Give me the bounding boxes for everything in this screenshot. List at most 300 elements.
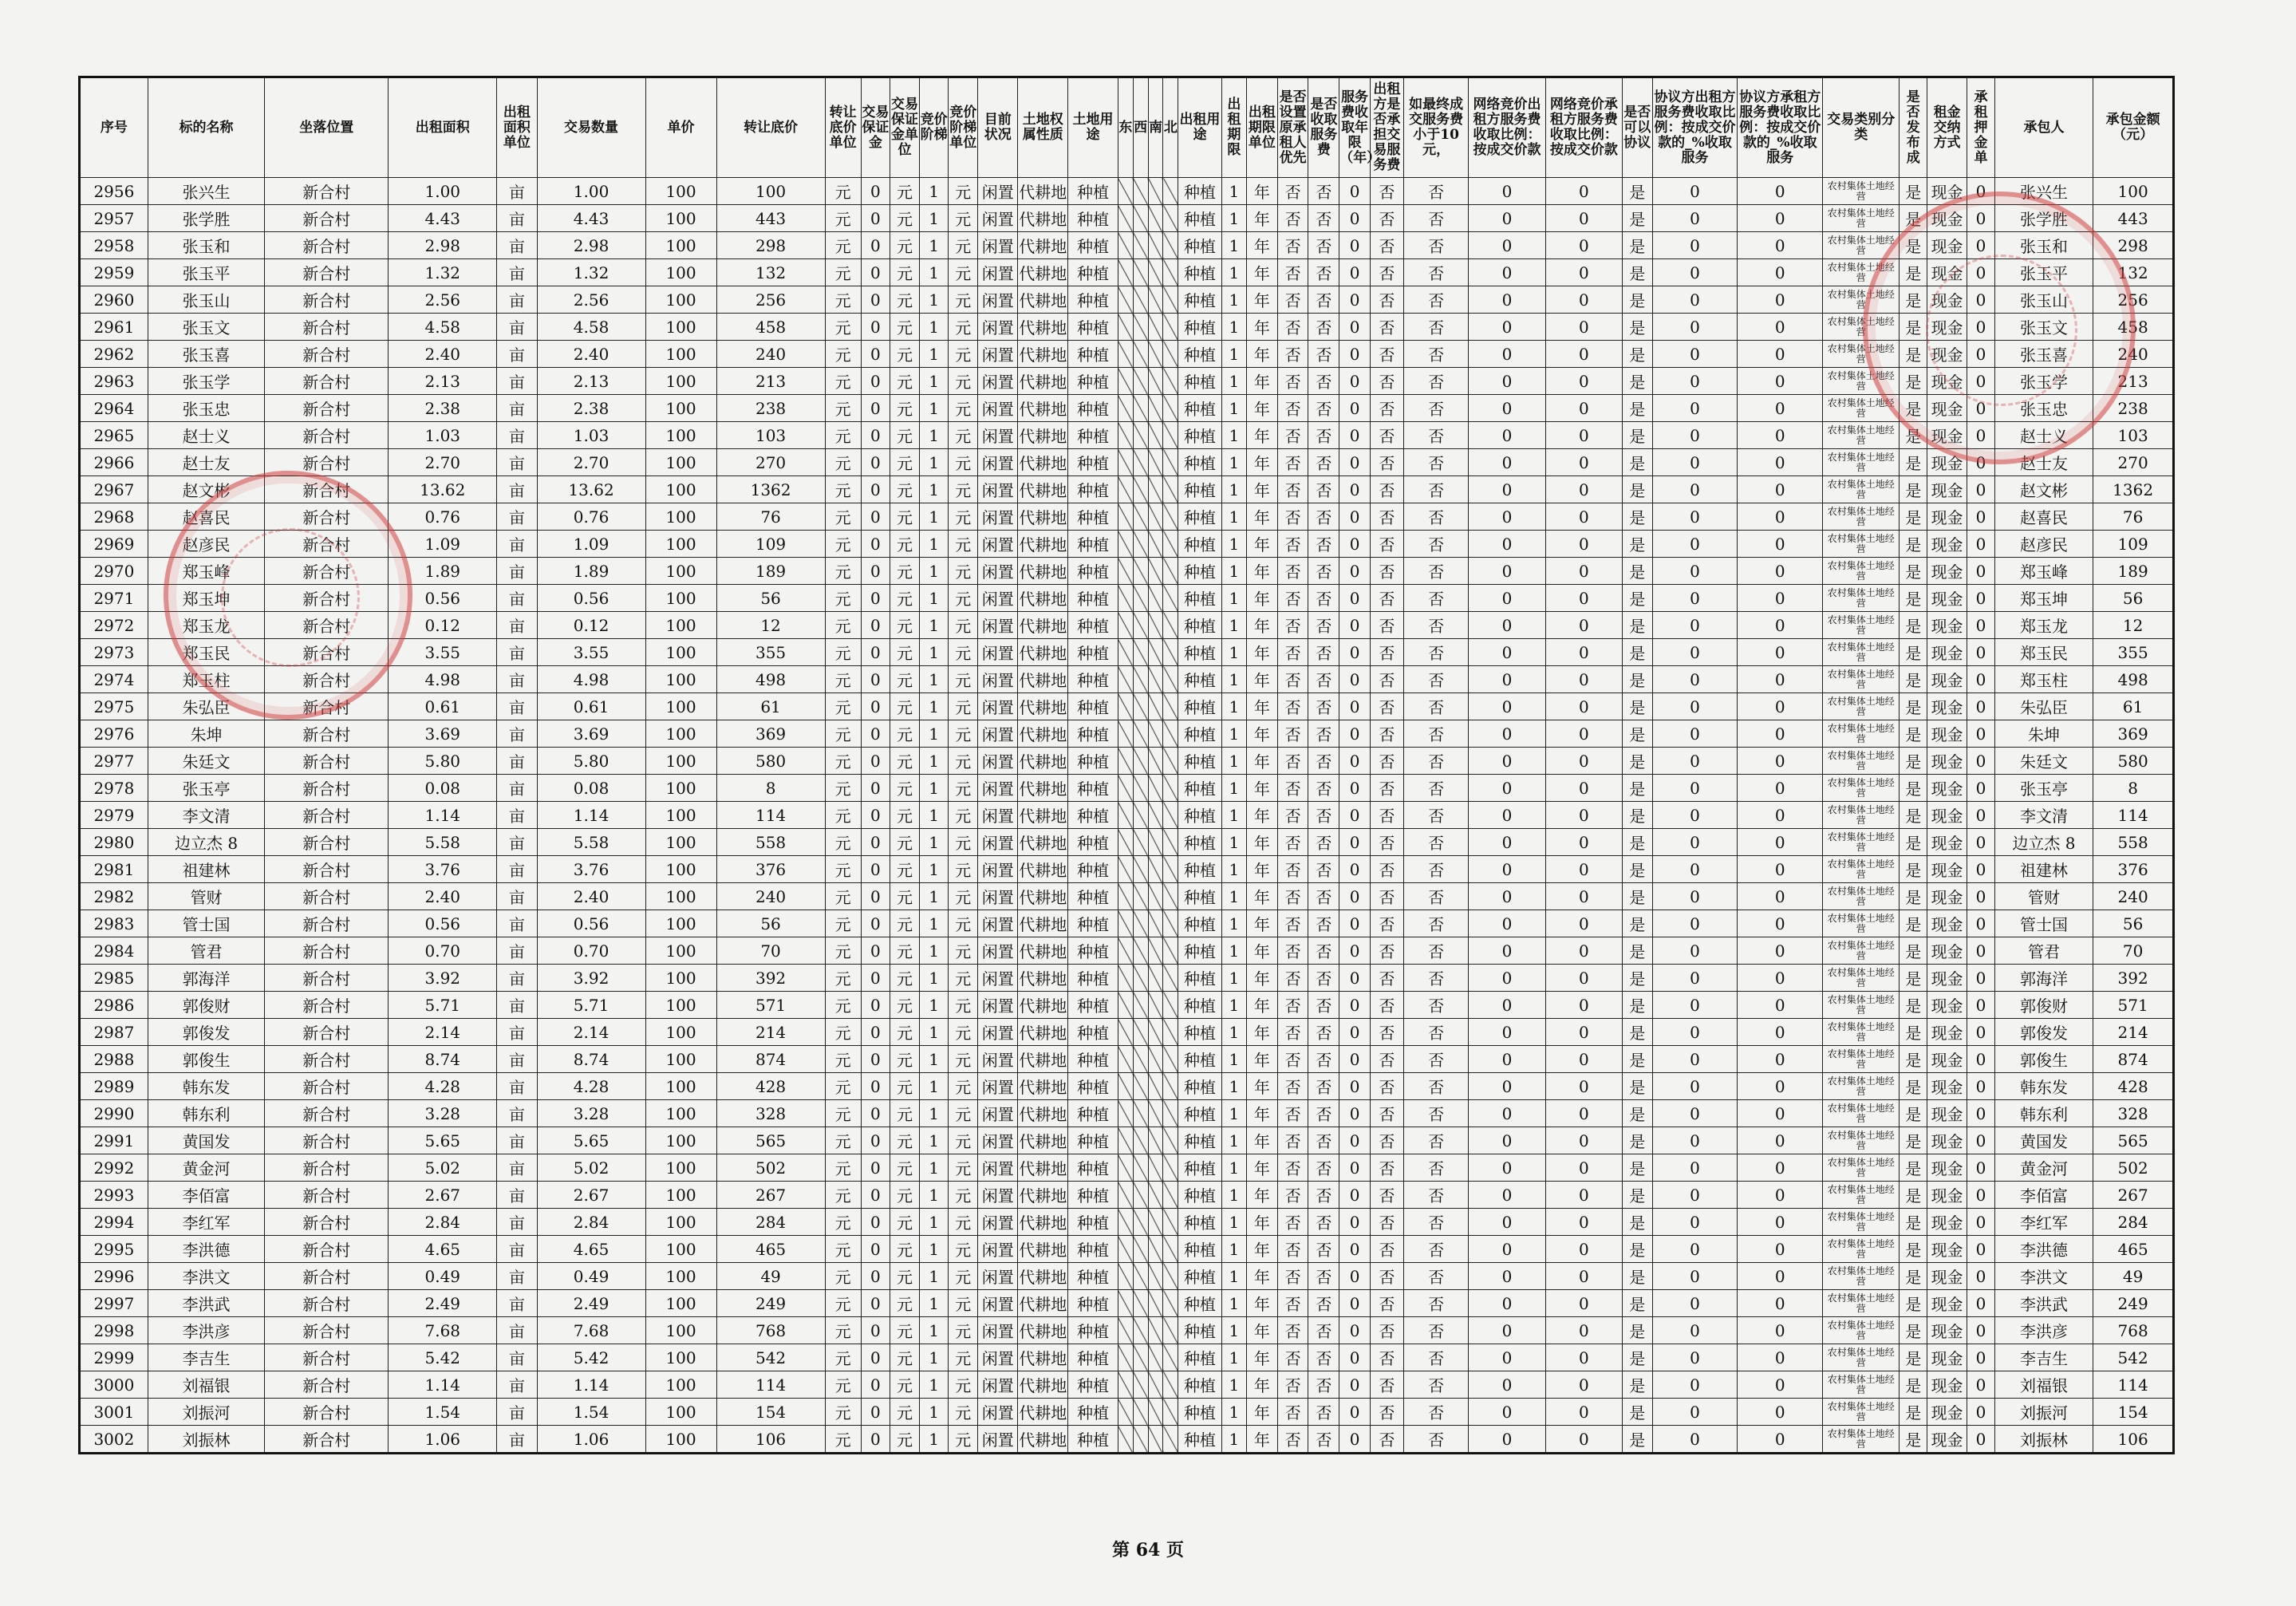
published-cell: 是 xyxy=(1900,422,1927,449)
priority-cell: 否 xyxy=(1277,910,1308,937)
lessor-fee-cell: 否 xyxy=(1370,1317,1403,1344)
bid-step-cell: 1 xyxy=(919,1236,949,1263)
seq-cell: 2959 xyxy=(80,259,148,286)
deposit-unit-cell: 元 xyxy=(890,1317,920,1344)
term-unit-cell: 年 xyxy=(1247,1263,1278,1290)
trade-class-cell: 农村集体土地经营 xyxy=(1823,1317,1900,1344)
status-cell: 闲置 xyxy=(978,965,1018,992)
online-lessee-ratio-cell: 0 xyxy=(1545,1046,1622,1073)
deposit-unit-cell: 元 xyxy=(890,666,920,693)
quantity-cell: 5.80 xyxy=(537,748,645,775)
term-unit-cell: 年 xyxy=(1247,937,1278,965)
column-header: 出租面积单位 xyxy=(497,77,537,178)
contract-amount-cell: 874 xyxy=(2093,1046,2174,1073)
agreement-lessor-ratio-cell: 0 xyxy=(1652,992,1738,1019)
min-fee-cell: 否 xyxy=(1403,1209,1469,1236)
negotiable-cell: 是 xyxy=(1622,476,1652,503)
location-cell: 新合村 xyxy=(265,1426,389,1454)
payment-method-cell: 现金 xyxy=(1927,422,1967,449)
east-cell xyxy=(1118,775,1133,802)
area-unit-cell: 亩 xyxy=(497,1236,537,1263)
payment-method-cell: 现金 xyxy=(1927,341,1967,368)
trade-class-cell: 农村集体土地经营 xyxy=(1823,531,1900,558)
ownership-cell: 代耕地 xyxy=(1018,286,1068,314)
ownership-cell: 代耕地 xyxy=(1018,720,1068,748)
contract-amount-cell: 189 xyxy=(2093,558,2174,585)
deposit-amount-cell: 0 xyxy=(1967,205,1995,232)
term-unit-cell: 年 xyxy=(1247,286,1278,314)
negotiable-cell: 是 xyxy=(1622,531,1652,558)
name-cell: 李洪武 xyxy=(148,1290,265,1317)
payment-method-cell: 现金 xyxy=(1927,503,1967,531)
min-fee-cell: 否 xyxy=(1403,422,1469,449)
online-lessee-ratio-cell: 0 xyxy=(1545,666,1622,693)
west-cell xyxy=(1133,368,1148,395)
reserve-price-cell: 214 xyxy=(716,1019,825,1046)
unit-price-cell: 100 xyxy=(645,612,716,639)
unit-price-cell: 100 xyxy=(645,802,716,829)
payment-method-cell: 现金 xyxy=(1927,286,1967,314)
table-row xyxy=(80,1371,2174,1399)
west-cell xyxy=(1133,1290,1148,1317)
south-cell xyxy=(1148,1317,1163,1344)
area-cell: 5.42 xyxy=(389,1344,497,1371)
fee-years-cell: 0 xyxy=(1339,558,1371,585)
agreement-lessor-ratio-cell: 0 xyxy=(1652,1344,1738,1371)
rent-use-cell: 种植 xyxy=(1178,476,1221,503)
price-unit-cell: 元 xyxy=(825,1127,861,1154)
west-cell xyxy=(1133,1073,1148,1100)
bid-step-unit-cell: 元 xyxy=(949,178,978,205)
fee-years-cell: 0 xyxy=(1339,1290,1371,1317)
table-row xyxy=(80,558,2174,585)
lessor-fee-cell: 否 xyxy=(1370,1399,1403,1426)
status-cell: 闲置 xyxy=(978,1236,1018,1263)
seq-cell: 2993 xyxy=(80,1182,148,1209)
land-use-cell: 种植 xyxy=(1068,178,1118,205)
bid-step-unit-cell: 元 xyxy=(949,748,978,775)
rent-use-cell: 种植 xyxy=(1178,693,1221,720)
west-cell xyxy=(1133,748,1148,775)
contractor-cell: 李洪彦 xyxy=(1994,1317,2093,1344)
status-cell: 闲置 xyxy=(978,178,1018,205)
seq-cell: 2990 xyxy=(80,1100,148,1127)
deposit-amount-cell: 0 xyxy=(1967,965,1995,992)
table-row xyxy=(80,1399,2174,1426)
west-cell xyxy=(1133,286,1148,314)
priority-cell: 否 xyxy=(1277,1100,1308,1127)
lessor-fee-cell: 否 xyxy=(1370,1371,1403,1399)
area-unit-cell: 亩 xyxy=(497,666,537,693)
agreement-lessor-ratio-cell: 0 xyxy=(1652,286,1738,314)
contractor-cell: 赵士友 xyxy=(1994,449,2093,476)
fee-charged-cell: 否 xyxy=(1308,1182,1339,1209)
min-fee-cell: 否 xyxy=(1403,1371,1469,1399)
term-unit-cell: 年 xyxy=(1247,341,1278,368)
quantity-cell: 0.08 xyxy=(537,775,645,802)
rent-use-cell: 种植 xyxy=(1178,1317,1221,1344)
deposit-cell: 0 xyxy=(861,1100,890,1127)
south-cell xyxy=(1148,1019,1163,1046)
seq-cell: 2956 xyxy=(80,178,148,205)
deposit-cell: 0 xyxy=(861,232,890,259)
online-lessor-ratio-cell: 0 xyxy=(1469,720,1545,748)
status-cell: 闲置 xyxy=(978,720,1018,748)
unit-price-cell: 100 xyxy=(645,422,716,449)
quantity-cell: 2.67 xyxy=(537,1182,645,1209)
agreement-lessor-ratio-cell: 0 xyxy=(1652,205,1738,232)
deposit-cell: 0 xyxy=(861,422,890,449)
table-row xyxy=(80,422,2174,449)
deposit-cell: 0 xyxy=(861,937,890,965)
priority-cell: 否 xyxy=(1277,585,1308,612)
table-row xyxy=(80,1290,2174,1317)
bid-step-cell: 1 xyxy=(919,1290,949,1317)
ownership-cell: 代耕地 xyxy=(1018,1182,1068,1209)
deposit-unit-cell: 元 xyxy=(890,558,920,585)
bid-step-cell: 1 xyxy=(919,232,949,259)
term-cell: 1 xyxy=(1221,1426,1246,1454)
payment-method-cell: 现金 xyxy=(1927,1209,1967,1236)
unit-price-cell: 100 xyxy=(645,395,716,422)
land-use-cell: 种植 xyxy=(1068,395,1118,422)
deposit-amount-cell: 0 xyxy=(1967,612,1995,639)
area-unit-cell: 亩 xyxy=(497,1073,537,1100)
negotiable-cell: 是 xyxy=(1622,341,1652,368)
fee-charged-cell: 否 xyxy=(1308,1236,1339,1263)
lessor-fee-cell: 否 xyxy=(1370,422,1403,449)
contract-amount-cell: 768 xyxy=(2093,1317,2174,1344)
contractor-cell: 边立杰 8 xyxy=(1994,829,2093,856)
table-row xyxy=(80,178,2174,205)
lessor-fee-cell: 否 xyxy=(1370,775,1403,802)
fee-charged-cell: 否 xyxy=(1308,1344,1339,1371)
online-lessor-ratio-cell: 0 xyxy=(1469,612,1545,639)
area-cell: 3.76 xyxy=(389,856,497,883)
agreement-lessor-ratio-cell: 0 xyxy=(1652,422,1738,449)
location-cell: 新合村 xyxy=(265,558,389,585)
seq-cell: 2961 xyxy=(80,314,148,341)
published-cell: 是 xyxy=(1900,748,1927,775)
ownership-cell: 代耕地 xyxy=(1018,558,1068,585)
west-cell xyxy=(1133,693,1148,720)
deposit-cell: 0 xyxy=(861,856,890,883)
contractor-cell: 朱廷文 xyxy=(1994,748,2093,775)
term-cell: 1 xyxy=(1221,1182,1246,1209)
published-cell: 是 xyxy=(1900,856,1927,883)
east-cell xyxy=(1118,585,1133,612)
priority-cell: 否 xyxy=(1277,1371,1308,1399)
online-lessor-ratio-cell: 0 xyxy=(1469,1019,1545,1046)
online-lessor-ratio-cell: 0 xyxy=(1469,1371,1545,1399)
unit-price-cell: 100 xyxy=(645,1019,716,1046)
deposit-unit-cell: 元 xyxy=(890,1046,920,1073)
contract-amount-cell: 267 xyxy=(2093,1182,2174,1209)
status-cell: 闲置 xyxy=(978,775,1018,802)
bid-step-unit-cell: 元 xyxy=(949,1100,978,1127)
bid-step-unit-cell: 元 xyxy=(949,585,978,612)
fee-charged-cell: 否 xyxy=(1308,395,1339,422)
west-cell xyxy=(1133,1182,1148,1209)
lessor-fee-cell: 否 xyxy=(1370,666,1403,693)
payment-method-cell: 现金 xyxy=(1927,1290,1967,1317)
lessor-fee-cell: 否 xyxy=(1370,965,1403,992)
quantity-cell: 4.58 xyxy=(537,314,645,341)
deposit-amount-cell: 0 xyxy=(1967,1046,1995,1073)
area-cell: 0.56 xyxy=(389,585,497,612)
seq-cell: 2984 xyxy=(80,937,148,965)
contractor-cell: 张玉喜 xyxy=(1994,341,2093,368)
deposit-unit-cell: 元 xyxy=(890,748,920,775)
name-cell: 张玉和 xyxy=(148,232,265,259)
west-cell xyxy=(1133,1263,1148,1290)
table-row xyxy=(80,1236,2174,1263)
name-cell: 赵文彬 xyxy=(148,476,265,503)
location-cell: 新合村 xyxy=(265,883,389,910)
negotiable-cell: 是 xyxy=(1622,965,1652,992)
west-cell xyxy=(1133,883,1148,910)
term-cell: 1 xyxy=(1221,612,1246,639)
contract-amount-cell: 132 xyxy=(2093,259,2174,286)
west-cell xyxy=(1133,1100,1148,1127)
deposit-cell: 0 xyxy=(861,1399,890,1426)
agreement-lessor-ratio-cell: 0 xyxy=(1652,232,1738,259)
online-lessor-ratio-cell: 0 xyxy=(1469,1317,1545,1344)
bid-step-cell: 1 xyxy=(919,1073,949,1100)
ownership-cell: 代耕地 xyxy=(1018,639,1068,666)
negotiable-cell: 是 xyxy=(1622,259,1652,286)
deposit-cell: 0 xyxy=(861,368,890,395)
deposit-cell: 0 xyxy=(861,965,890,992)
deposit-unit-cell: 元 xyxy=(890,883,920,910)
status-cell: 闲置 xyxy=(978,937,1018,965)
column-header: 交易保证金 xyxy=(861,77,890,178)
negotiable-cell: 是 xyxy=(1622,286,1652,314)
fee-years-cell: 0 xyxy=(1339,1073,1371,1100)
price-unit-cell: 元 xyxy=(825,666,861,693)
online-lessor-ratio-cell: 0 xyxy=(1469,259,1545,286)
deposit-cell: 0 xyxy=(861,1019,890,1046)
deposit-amount-cell: 0 xyxy=(1967,1154,1995,1182)
term-unit-cell: 年 xyxy=(1247,693,1278,720)
payment-method-cell: 现金 xyxy=(1927,1371,1967,1399)
payment-method-cell: 现金 xyxy=(1927,1046,1967,1073)
fee-years-cell: 0 xyxy=(1339,205,1371,232)
online-lessor-ratio-cell: 0 xyxy=(1469,1209,1545,1236)
agreement-lessee-ratio-cell: 0 xyxy=(1738,693,1823,720)
deposit-cell: 0 xyxy=(861,314,890,341)
bid-step-cell: 1 xyxy=(919,476,949,503)
quantity-cell: 2.38 xyxy=(537,395,645,422)
status-cell: 闲置 xyxy=(978,1019,1018,1046)
ownership-cell: 代耕地 xyxy=(1018,314,1068,341)
published-cell: 是 xyxy=(1900,802,1927,829)
rent-use-cell: 种植 xyxy=(1178,585,1221,612)
reserve-price-cell: 256 xyxy=(716,286,825,314)
table-row xyxy=(80,748,2174,775)
term-cell: 1 xyxy=(1221,856,1246,883)
area-cell: 13.62 xyxy=(389,476,497,503)
payment-method-cell: 现金 xyxy=(1927,476,1967,503)
fee-years-cell: 0 xyxy=(1339,585,1371,612)
term-cell: 1 xyxy=(1221,829,1246,856)
lessor-fee-cell: 否 xyxy=(1370,802,1403,829)
payment-method-cell: 现金 xyxy=(1927,1073,1967,1100)
contractor-cell: 赵喜民 xyxy=(1994,503,2093,531)
online-lessee-ratio-cell: 0 xyxy=(1545,1371,1622,1399)
online-lessee-ratio-cell: 0 xyxy=(1545,775,1622,802)
online-lessor-ratio-cell: 0 xyxy=(1469,1100,1545,1127)
north-cell xyxy=(1163,1290,1178,1317)
rent-use-cell: 种植 xyxy=(1178,748,1221,775)
fee-charged-cell: 否 xyxy=(1308,965,1339,992)
deposit-amount-cell: 0 xyxy=(1967,720,1995,748)
column-header: 出租用途 xyxy=(1178,77,1221,178)
term-cell: 1 xyxy=(1221,666,1246,693)
deposit-unit-cell: 元 xyxy=(890,612,920,639)
north-cell xyxy=(1163,910,1178,937)
unit-price-cell: 100 xyxy=(645,531,716,558)
deposit-unit-cell: 元 xyxy=(890,1344,920,1371)
agreement-lessor-ratio-cell: 0 xyxy=(1652,1236,1738,1263)
north-cell xyxy=(1163,802,1178,829)
quantity-cell: 1.06 xyxy=(537,1426,645,1454)
east-cell xyxy=(1118,1399,1133,1426)
name-cell: 赵士义 xyxy=(148,422,265,449)
price-unit-cell: 元 xyxy=(825,1344,861,1371)
price-unit-cell: 元 xyxy=(825,1263,861,1290)
contractor-cell: 赵彦民 xyxy=(1994,531,2093,558)
west-cell xyxy=(1133,395,1148,422)
west-cell xyxy=(1133,314,1148,341)
negotiable-cell: 是 xyxy=(1622,1236,1652,1263)
north-cell xyxy=(1163,1344,1178,1371)
east-cell xyxy=(1118,449,1133,476)
online-lessor-ratio-cell: 0 xyxy=(1469,1154,1545,1182)
name-cell: 边立杰 8 xyxy=(148,829,265,856)
fee-years-cell: 0 xyxy=(1339,341,1371,368)
price-unit-cell: 元 xyxy=(825,910,861,937)
payment-method-cell: 现金 xyxy=(1927,232,1967,259)
lessor-fee-cell: 否 xyxy=(1370,531,1403,558)
fee-charged-cell: 否 xyxy=(1308,937,1339,965)
name-cell: 朱廷文 xyxy=(148,748,265,775)
lessor-fee-cell: 否 xyxy=(1370,585,1403,612)
ownership-cell: 代耕地 xyxy=(1018,775,1068,802)
deposit-amount-cell: 0 xyxy=(1967,775,1995,802)
term-unit-cell: 年 xyxy=(1247,178,1278,205)
west-cell xyxy=(1133,1399,1148,1426)
deposit-cell: 0 xyxy=(861,558,890,585)
land-use-cell: 种植 xyxy=(1068,802,1118,829)
min-fee-cell: 否 xyxy=(1403,639,1469,666)
contract-amount-cell: 1362 xyxy=(2093,476,2174,503)
seq-cell: 2960 xyxy=(80,286,148,314)
agreement-lessee-ratio-cell: 0 xyxy=(1738,286,1823,314)
seq-cell: 2958 xyxy=(80,232,148,259)
reserve-price-cell: 103 xyxy=(716,422,825,449)
area-cell: 4.65 xyxy=(389,1236,497,1263)
area-unit-cell: 亩 xyxy=(497,612,537,639)
fee-years-cell: 0 xyxy=(1339,1127,1371,1154)
unit-price-cell: 100 xyxy=(645,693,716,720)
term-cell: 1 xyxy=(1221,1371,1246,1399)
online-lessee-ratio-cell: 0 xyxy=(1545,1263,1622,1290)
bid-step-unit-cell: 元 xyxy=(949,937,978,965)
location-cell: 新合村 xyxy=(265,1399,389,1426)
deposit-unit-cell: 元 xyxy=(890,476,920,503)
fee-charged-cell: 否 xyxy=(1308,1426,1339,1454)
contractor-cell: 朱弘臣 xyxy=(1994,693,2093,720)
agreement-lessee-ratio-cell: 0 xyxy=(1738,368,1823,395)
land-use-cell: 种植 xyxy=(1068,965,1118,992)
west-cell xyxy=(1133,910,1148,937)
bid-step-cell: 1 xyxy=(919,775,949,802)
south-cell xyxy=(1148,720,1163,748)
online-lessee-ratio-cell: 0 xyxy=(1545,1127,1622,1154)
price-unit-cell: 元 xyxy=(825,503,861,531)
term-cell: 1 xyxy=(1221,1290,1246,1317)
agreement-lessor-ratio-cell: 0 xyxy=(1652,531,1738,558)
contract-amount-cell: 428 xyxy=(2093,1073,2174,1100)
header-row xyxy=(80,77,2174,178)
price-unit-cell: 元 xyxy=(825,1236,861,1263)
bid-step-cell: 1 xyxy=(919,205,949,232)
east-cell xyxy=(1118,693,1133,720)
south-cell xyxy=(1148,775,1163,802)
lessor-fee-cell: 否 xyxy=(1370,558,1403,585)
rent-use-cell: 种植 xyxy=(1178,1344,1221,1371)
deposit-unit-cell: 元 xyxy=(890,503,920,531)
price-unit-cell: 元 xyxy=(825,531,861,558)
west-cell xyxy=(1133,937,1148,965)
north-cell xyxy=(1163,748,1178,775)
east-cell xyxy=(1118,1127,1133,1154)
quantity-cell: 7.68 xyxy=(537,1317,645,1344)
agreement-lessee-ratio-cell: 0 xyxy=(1738,937,1823,965)
area-cell: 4.28 xyxy=(389,1073,497,1100)
fee-charged-cell: 否 xyxy=(1308,1046,1339,1073)
deposit-unit-cell: 元 xyxy=(890,910,920,937)
east-cell xyxy=(1118,314,1133,341)
area-cell: 0.61 xyxy=(389,693,497,720)
land-use-cell: 种植 xyxy=(1068,1100,1118,1127)
east-cell xyxy=(1118,503,1133,531)
online-lessee-ratio-cell: 0 xyxy=(1545,1019,1622,1046)
term-cell: 1 xyxy=(1221,937,1246,965)
deposit-unit-cell: 元 xyxy=(890,1127,920,1154)
rent-use-cell: 种植 xyxy=(1178,1263,1221,1290)
ownership-cell: 代耕地 xyxy=(1018,531,1068,558)
fee-charged-cell: 否 xyxy=(1308,476,1339,503)
name-cell: 朱坤 xyxy=(148,720,265,748)
area-cell: 8.74 xyxy=(389,1046,497,1073)
online-lessee-ratio-cell: 0 xyxy=(1545,368,1622,395)
trade-class-cell: 农村集体土地经营 xyxy=(1823,286,1900,314)
price-unit-cell: 元 xyxy=(825,1100,861,1127)
unit-price-cell: 100 xyxy=(645,1046,716,1073)
negotiable-cell: 是 xyxy=(1622,503,1652,531)
bid-step-unit-cell: 元 xyxy=(949,883,978,910)
west-cell xyxy=(1133,802,1148,829)
deposit-unit-cell: 元 xyxy=(890,829,920,856)
west-cell xyxy=(1133,1344,1148,1371)
location-cell: 新合村 xyxy=(265,341,389,368)
table-row xyxy=(80,232,2174,259)
lessor-fee-cell: 否 xyxy=(1370,1127,1403,1154)
name-cell: 刘振河 xyxy=(148,1399,265,1426)
online-lessee-ratio-cell: 0 xyxy=(1545,1182,1622,1209)
